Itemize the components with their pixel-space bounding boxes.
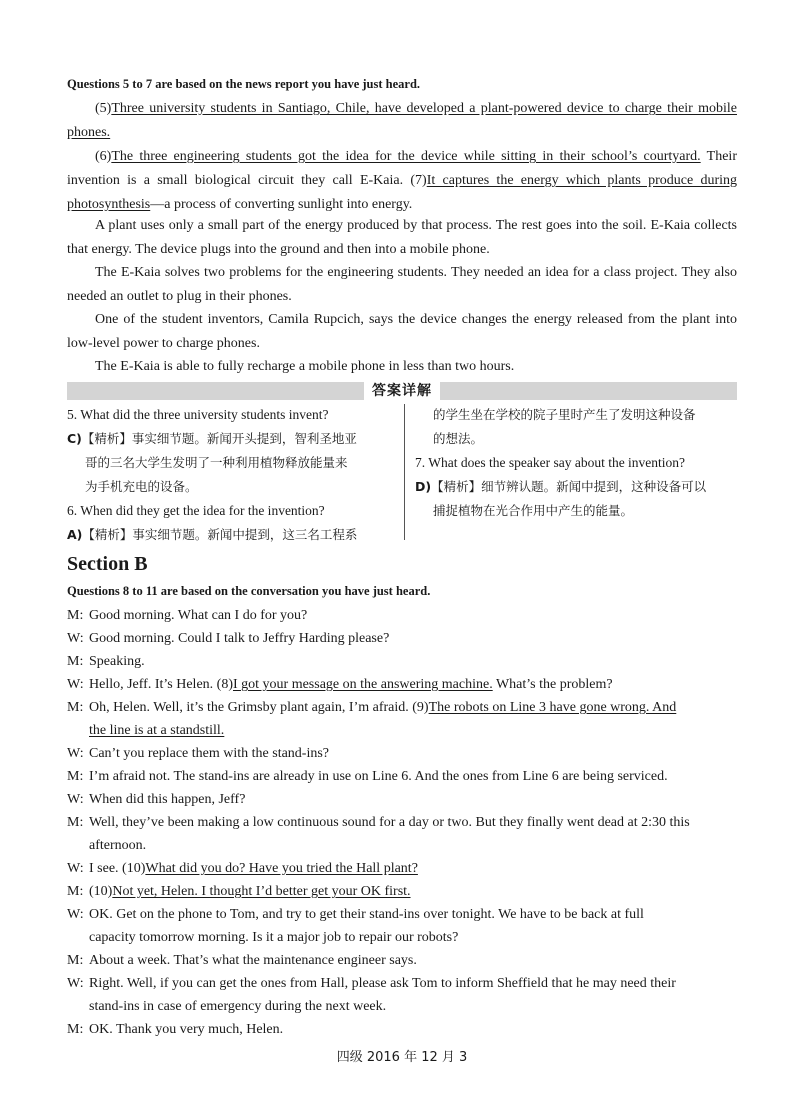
q7-marker: (7) — [410, 173, 427, 188]
q5-key-sentence: Three university students in Santiago, Chile, have developed a plant-powered device to charge their mobile phones. — [67, 101, 737, 140]
news-text-tail: —a process of converting sunlight into energy. — [150, 197, 413, 212]
speaker-m: M: — [67, 953, 84, 968]
dialogue-line — [67, 1018, 737, 1041]
page-footer: 四级 2016 年 12 月 3 — [336, 1050, 468, 1065]
speaker-m: M: — [67, 608, 84, 623]
utterance-tail: What’s the problem? — [492, 677, 613, 692]
answer-5-line-3: 为手机充电的设备。 — [85, 479, 198, 494]
utterance: OK. Thank you very much, Helen. — [89, 1022, 284, 1037]
q10-marker: (10) — [122, 861, 146, 876]
dialogue-line — [67, 788, 737, 811]
news-paragraph-4: The E-Kaia solves two problems for the engineering students. They needed an idea for a class project. They also needed an outlet to plug in their phones. — [67, 265, 737, 304]
dialogue-continuation: afternoon. — [89, 838, 147, 853]
question-6: 6. When did they get the idea for the invention? — [67, 503, 325, 518]
q7-key-sentence: It captures the energy which plants produce during photosynthesis — [67, 173, 737, 212]
dialogue-line — [67, 696, 737, 719]
dialogue-line — [67, 857, 737, 880]
dialogue-continuation — [67, 719, 737, 742]
utterance: I see. — [89, 861, 123, 876]
answer-column-left — [67, 403, 397, 547]
q8-key-sentence: I got your message on the answering machine. — [232, 677, 493, 692]
q9-key-sentence-cont: the line is at a standstill. — [89, 723, 225, 738]
dialogue-line — [67, 650, 737, 673]
dialogue-line — [67, 949, 737, 972]
dialogue-line — [67, 972, 737, 995]
dialogue-line — [67, 627, 737, 650]
q6-marker: (6) — [95, 149, 112, 164]
speaker-w: W: — [67, 792, 84, 807]
questions-5-7-heading: Questions 5 to 7 are based on the news report you have just heard. — [67, 77, 421, 91]
news-paragraph-1 — [67, 97, 737, 145]
dialogue-line — [67, 742, 737, 765]
news-paragraph-5: One of the student inventors, Camila Rupcich, says the device changes the energy released from the plant into low-level power to charge phones. — [67, 312, 737, 351]
utterance: Well, they’ve been making a low continuous sound for a day or two. But they finally went dead at 2:30 this — [89, 815, 690, 830]
question-7: 7. What does the speaker say about the invention? — [415, 455, 686, 470]
answer-details-title: 答案详解 — [364, 382, 440, 400]
q8-marker: (8) — [216, 677, 233, 692]
questions-8-11-heading: Questions 8 to 11 are based on the conversation you have just heard. — [67, 584, 431, 598]
column-divider — [404, 404, 405, 540]
speaker-m: M: — [67, 1022, 84, 1037]
dialogue-line — [67, 811, 737, 834]
question-5: 5. What did the three university students invent? — [67, 407, 329, 422]
dialogue-line — [67, 903, 737, 926]
news-paragraph-6: The E-Kaia is able to fully recharge a mobile phone in less than two hours. — [95, 359, 515, 374]
speaker-m: M: — [67, 654, 84, 669]
utterance: Hello, Jeff. It’s Helen. — [89, 677, 217, 692]
utterance: Right. Well, if you can get the ones from Hall, please ask Tom to inform Sheffield that he may need their — [89, 976, 676, 991]
speaker-m: M: — [67, 815, 84, 830]
answer-7 — [415, 475, 737, 499]
answer-6-line-3: 的想法。 — [433, 431, 484, 446]
speaker-m: M: — [67, 769, 84, 784]
answer-6-line-1: 【精析】事实细节题。新闻中提到，这三名工程系 — [82, 527, 358, 542]
answer-6 — [67, 523, 397, 547]
utterance: Speaking. — [89, 654, 145, 669]
answer-7-letter: D) — [415, 479, 432, 494]
utterance: When did this happen, Jeff? — [89, 792, 246, 807]
answer-5 — [67, 427, 397, 451]
conversation — [67, 604, 737, 1041]
answer-7-line-1: 【精析】细节辨认题。新闻中提到，这种设备可以 — [431, 479, 707, 494]
q5-marker: (5) — [95, 101, 112, 116]
utterance: Can’t you replace them with the stand-ins? — [89, 746, 330, 761]
answer-5-line-1: 【精析】事实细节题。新闻开头提到，智利圣地亚 — [81, 431, 357, 446]
speaker-w: W: — [67, 677, 84, 692]
speaker-m: M: — [67, 884, 84, 899]
utterance: OK. Get on the phone to Tom, and try to get their stand-ins over tonight. We have to be back at full — [89, 907, 644, 922]
dialogue-continuation: stand-ins in case of emergency during the next week. — [89, 999, 387, 1014]
answer-5-line-2: 哥的三名大学生发明了一种利用植物释放能量来 — [85, 455, 348, 470]
answer-details-bar — [67, 382, 737, 400]
utterance: I’m afraid not. The stand-ins are already in use on Line 6. And the ones from Line 6 are being serviced. — [89, 769, 668, 784]
utterance: Oh, Helen. Well, it’s the Grimsby plant again, I’m afraid. — [89, 700, 413, 715]
dialogue-line — [67, 880, 737, 903]
q6-key-sentence: The three engineering students got the idea for the device while sitting in their school’s courtyard. — [111, 149, 701, 164]
section-b-title: Section B — [67, 553, 148, 575]
speaker-m: M: — [67, 700, 84, 715]
dialogue-line — [67, 673, 737, 696]
speaker-w: W: — [67, 976, 84, 991]
q10-key-sentence-2: Not yet, Helen. I thought I’d better get your OK first. — [112, 884, 411, 899]
news-paragraph-2 — [67, 145, 737, 217]
speaker-w: W: — [67, 746, 84, 761]
utterance: Good morning. Could I talk to Jeffry Harding please? — [89, 631, 390, 646]
utterance: Good morning. What can I do for you? — [89, 608, 308, 623]
speaker-w: W: — [67, 907, 84, 922]
q10-key-sentence: What did you do? Have you tried the Hall plant? — [145, 861, 418, 876]
dialogue-line — [67, 765, 737, 788]
speaker-w: W: — [67, 861, 84, 876]
q9-marker: (9) — [412, 700, 429, 715]
answer-6-line-2: 的学生坐在学校的院子里时产生了发明这种设备 — [433, 407, 696, 422]
answer-7-line-2: 捕捉植物在光合作用中产生的能量。 — [433, 503, 634, 518]
document-page — [67, 0, 737, 1114]
news-paragraph-3: A plant uses only a small part of the energy produced by that process. The rest goes into the soil. E-Kaia collects that energy. The device plugs into the ground and then into a mobile phone. — [67, 218, 737, 257]
speaker-w: W: — [67, 631, 84, 646]
answer-column-right — [415, 403, 737, 523]
q9-key-sentence: The robots on Line 3 have gone wrong. And — [428, 700, 677, 715]
news-text: Their invention is a small biological circuit they call E-Kaia. — [67, 149, 737, 188]
answer-5-letter: C) — [67, 431, 82, 446]
answer-6-letter: A) — [67, 527, 83, 542]
q10-marker-2: (10) — [89, 884, 113, 899]
utterance: About a week. That’s what the maintenance engineer says. — [89, 953, 417, 968]
dialogue-line — [67, 604, 737, 627]
dialogue-continuation: capacity tomorrow morning. Is it a major job to repair our robots? — [89, 930, 459, 945]
